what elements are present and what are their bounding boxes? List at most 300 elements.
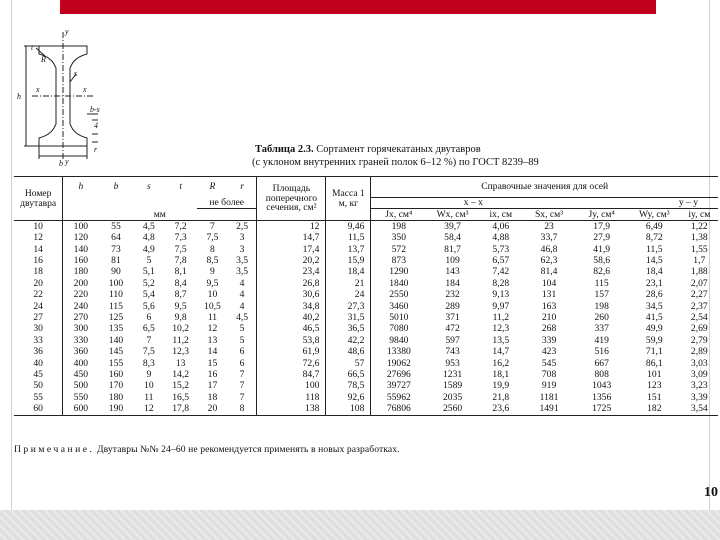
cell-Jy: 516 [594, 346, 609, 358]
cell-Wx: 232 [445, 289, 460, 301]
cell-mass: 21 [326, 278, 371, 289]
cell-number: 12 [14, 232, 63, 243]
cell-ix: 21,8 [492, 391, 510, 403]
cell-Sx: 210 [541, 312, 557, 324]
cell-Wx: 953 [445, 357, 460, 369]
cell-s: 4,5 [142, 220, 155, 232]
cell-t: 12,3 [172, 346, 190, 358]
cell-Wy: 71,1 [645, 346, 663, 358]
cell-Jy: 157 [594, 289, 609, 301]
cell-area: 46,5 [257, 324, 326, 335]
table-title [255, 144, 481, 155]
cell-number: 24 [14, 301, 63, 312]
cell-Sx: 46,8 [540, 243, 558, 255]
cell-number: 22 [14, 289, 63, 300]
diagram-label-bs: b-s [90, 105, 100, 114]
diagram-label-r: r [94, 145, 98, 154]
cell-mass: 31,5 [326, 312, 371, 323]
cell-Wy: 123 [647, 380, 662, 392]
table-title-label: Таблица 2.3. [255, 144, 314, 155]
cell-area: 118 [257, 392, 326, 403]
cell-area: 84,7 [257, 369, 326, 380]
cell-t: 7,8 [174, 255, 187, 267]
cell-Jx: 7080 [389, 323, 409, 335]
cell-ix: 23,6 [479, 403, 523, 415]
cell-number: 33 [14, 335, 63, 346]
diagram-label-R: R [41, 55, 46, 64]
cell-iy: 2,54 [690, 312, 708, 324]
cell-s: 5,4 [142, 289, 155, 301]
diagram-label-y-bottom: y [65, 157, 69, 166]
header-Wy: Wy, см³ [628, 209, 681, 221]
cell-t: 11,2 [172, 334, 189, 346]
cell-s: 8,3 [142, 357, 155, 369]
cell-Wy: 23,1 [645, 277, 663, 289]
cell-r: 3 [228, 244, 257, 255]
cell-r: 3,5 [228, 255, 257, 266]
header-b: b [113, 181, 119, 193]
cell-number: 20 [14, 278, 63, 289]
cell-iy: 3,03 [690, 357, 708, 369]
header-xx: x – x [371, 198, 575, 209]
cell-t: 7,3 [174, 232, 187, 244]
cell-ix: 7,42 [492, 266, 510, 278]
cell-Wx: 371 [445, 312, 460, 324]
cell-number: 14 [14, 244, 63, 255]
cell-number: 45 [14, 369, 63, 380]
diagram-label-b: b [59, 159, 63, 166]
cell-Wx: 58,4 [444, 232, 461, 244]
cell-Jy: 667 [594, 357, 609, 369]
header-number: Номер двутавра [14, 177, 63, 221]
cell-Jx: 5010 [389, 312, 409, 324]
table-row [14, 244, 718, 255]
cell-mass: 9,46 [326, 221, 371, 233]
cell-h: 100 [73, 220, 89, 232]
cell-b: 180 [108, 391, 124, 403]
cell-number: 27 [14, 312, 63, 323]
cell-mass: 36,5 [326, 324, 371, 335]
cell-Jy: 1725 [575, 403, 628, 415]
cell-r: 4 [228, 278, 257, 289]
cell-Sx: 708 [541, 368, 557, 380]
cell-r: 7 [228, 380, 257, 391]
cell-Wx: 1589 [442, 380, 463, 392]
cell-iy: 3,09 [690, 368, 708, 380]
cell-h: 450 [73, 368, 89, 380]
cell-s: 12 [134, 403, 165, 415]
cell-area: 61,9 [257, 346, 326, 357]
cell-area: 53,8 [257, 335, 326, 346]
cell-r: 7 [228, 369, 257, 380]
cell-mass: 92,6 [326, 392, 371, 403]
cell-number: 40 [14, 358, 63, 369]
cell-Wy: 28,6 [645, 289, 663, 301]
cell-R: 8 [210, 243, 215, 255]
cell-iy: 3,23 [690, 380, 708, 392]
cell-Wx: 2560 [426, 403, 479, 415]
cell-Jx: 2550 [389, 289, 409, 301]
cell-h: 330 [73, 334, 89, 346]
cell-h: 200 [73, 277, 89, 289]
table-row [14, 267, 718, 278]
cell-R: 14 [207, 346, 218, 358]
cell-iy: 2,89 [690, 346, 708, 358]
cell-Sx: 62,3 [540, 255, 558, 267]
cell-Wy: 18,4 [645, 266, 663, 278]
cell-R: 16 [207, 368, 218, 380]
cell-t: 13 [175, 357, 186, 369]
cell-b: 55 [111, 220, 121, 232]
cell-Jx: 9840 [389, 334, 409, 346]
cell-Wx: 2035 [442, 391, 463, 403]
diagram-label-t: t [31, 43, 34, 52]
header-reference: Справочные значения для осей [371, 177, 718, 198]
header-yy: y – y [575, 198, 718, 209]
cell-area: 17,4 [257, 244, 326, 255]
cell-Jx: 55962 [386, 391, 411, 403]
cell-R: 12 [207, 323, 218, 335]
cell-mass: 18,4 [326, 267, 371, 278]
cell-number: 18 [14, 267, 63, 278]
cell-s: 6 [146, 312, 152, 324]
cell-h: 160 [73, 255, 89, 267]
cell-Jx: 1290 [389, 266, 409, 278]
cell-area: 100 [257, 380, 326, 391]
table-row [14, 312, 718, 323]
note-text: Двутавры №№ 24–60 не рекомендуется применять в новых разработках. [94, 444, 400, 455]
cell-Jy: 115 [594, 277, 609, 289]
cell-s: 6,5 [142, 323, 155, 335]
cell-Sx: 339 [541, 334, 557, 346]
header-ix: ix, см [479, 209, 523, 221]
cell-mass: 108 [326, 403, 371, 415]
cell-b: 155 [108, 357, 124, 369]
table-row [14, 346, 718, 357]
cell-b: 135 [108, 323, 124, 335]
cell-Jx: 198 [391, 220, 406, 232]
cell-Jx: 350 [391, 232, 406, 244]
cell-Wx: 289 [445, 300, 460, 312]
cell-t: 15,2 [172, 380, 190, 392]
cell-R: 10,5 [204, 300, 221, 312]
cell-ix: 14,7 [492, 346, 510, 358]
cell-r: 6 [228, 346, 257, 357]
cell-Sx: 131 [541, 289, 557, 301]
cell-Jy: 419 [594, 334, 609, 346]
cell-Wx: 472 [445, 323, 460, 335]
cell-area: 26,8 [257, 278, 326, 289]
cell-iy: 1,7 [693, 255, 706, 267]
i-beam-diagram [14, 24, 104, 166]
cell-h: 140 [73, 243, 89, 255]
cell-Jy: 27,9 [593, 232, 611, 244]
cell-Jy: 41,9 [593, 243, 611, 255]
cell-s: 4,9 [142, 243, 155, 255]
table-body [14, 221, 718, 416]
cell-Jy: 82,6 [593, 266, 611, 278]
cell-number: 36 [14, 346, 63, 357]
cell-number: 10 [14, 221, 63, 233]
cell-Sx: 1181 [539, 391, 559, 403]
cell-s: 10 [144, 380, 154, 392]
cell-Wx: 109 [445, 255, 460, 267]
cell-r: 5 [228, 335, 257, 346]
cell-ix: 9,13 [492, 289, 510, 301]
cell-Wy: 14,5 [645, 255, 663, 267]
cell-Sx: 163 [541, 300, 557, 312]
cell-mass: 11,5 [326, 232, 371, 243]
table-row [14, 335, 718, 346]
cell-ix: 16,2 [492, 357, 510, 369]
header-Wx: Wx, см³ [426, 209, 479, 221]
cell-mass: 57 [326, 358, 371, 369]
cell-t: 10,2 [172, 323, 190, 335]
cell-Jx: 572 [391, 243, 406, 255]
cell-ix: 19,9 [492, 380, 510, 392]
cell-h: 600 [63, 403, 99, 415]
header-mass: Масса 1 м, кг [326, 177, 371, 221]
cell-s: 5,1 [142, 266, 155, 278]
cell-t: 7,2 [174, 220, 187, 232]
cell-Wx: 39,7 [444, 220, 461, 232]
cell-b: 115 [108, 300, 123, 312]
table-row [14, 255, 718, 266]
cell-t: 9,8 [174, 312, 187, 324]
cell-t: 14,2 [172, 368, 190, 380]
table-row [14, 369, 718, 380]
cell-r: 6 [228, 358, 257, 369]
header-mm: мм [63, 209, 257, 221]
cell-h: 300 [73, 323, 89, 335]
diagram-label-x-right: x [83, 85, 87, 94]
header-s: s [146, 181, 151, 193]
cell-b: 160 [108, 368, 124, 380]
cell-Jy: 260 [594, 312, 609, 324]
table-row [14, 358, 718, 369]
cell-s: 5,6 [142, 300, 155, 312]
cell-t: 9,5 [174, 300, 187, 312]
header-iy: iy, см [681, 209, 718, 221]
cell-R: 17 [207, 380, 218, 392]
cell-Sx: 104 [541, 277, 557, 289]
cell-ix: 6,57 [492, 255, 510, 267]
cell-ix: 12,3 [492, 323, 510, 335]
cell-h: 360 [73, 346, 89, 358]
cell-iy: 2,37 [690, 300, 708, 312]
cell-t: 7,5 [174, 243, 187, 255]
header-r: r [240, 181, 244, 193]
cell-b: 110 [108, 289, 123, 301]
cell-number: 50 [14, 380, 63, 391]
cell-mass: 66,5 [326, 369, 371, 380]
cell-b: 140 [108, 334, 124, 346]
cell-area: 72,6 [257, 358, 326, 369]
cell-b: 145 [108, 346, 124, 358]
cell-ix: 9,97 [492, 300, 510, 312]
cell-b: 64 [111, 232, 121, 244]
table-title-text: Сортамент горячекатаных двутавров [313, 144, 481, 155]
cell-Sx: 33,7 [540, 232, 558, 244]
cell-iy: 2,79 [690, 334, 708, 346]
diagram-label-s: s [74, 69, 78, 78]
cell-area: 34,8 [257, 301, 326, 312]
cell-Jy: 1356 [592, 391, 612, 403]
footer-pattern [0, 510, 720, 540]
cell-iy: 3,39 [690, 391, 708, 403]
cell-h: 400 [73, 357, 89, 369]
cell-Sx: 545 [541, 357, 557, 369]
table-row [14, 380, 718, 391]
cell-number: 55 [14, 392, 63, 403]
cell-iy: 2,69 [690, 323, 708, 335]
cell-number: 30 [14, 324, 63, 335]
cell-R: 13 [207, 334, 218, 346]
cell-Wx: 1231 [442, 368, 463, 380]
cell-s: 5,2 [142, 277, 155, 289]
cell-area: 138 [257, 403, 326, 415]
diagram-label-h: h [17, 92, 21, 101]
cell-Wx: 81,7 [444, 243, 461, 255]
table-subtitle: (с уклоном внутренних граней полок 6–12 %) по ГОСТ 8239–89 [252, 157, 539, 168]
cell-Sx: 81,4 [540, 266, 558, 278]
cell-r: 4 [228, 301, 257, 312]
cell-iy: 1,55 [690, 243, 708, 255]
top-accent-bar [60, 0, 656, 14]
cell-mass: 78,5 [326, 380, 371, 391]
cell-R: 8,5 [206, 255, 219, 267]
header-Sx: Sx, см³ [523, 209, 576, 221]
cell-b: 90 [111, 266, 121, 278]
page-number: 10 [704, 485, 718, 500]
cell-t: 8,4 [174, 277, 187, 289]
header-t: t [179, 181, 182, 193]
cell-Jx: 19062 [386, 357, 411, 369]
cell-Sx: 1491 [523, 403, 576, 415]
cell-area: 20,2 [257, 255, 326, 266]
i-beam-table [14, 176, 718, 416]
cell-s: 11 [144, 391, 154, 403]
cell-R: 20 [197, 403, 228, 415]
cell-r: 8 [228, 403, 257, 415]
cell-mass: 13,7 [326, 244, 371, 255]
cell-r: 4 [228, 289, 257, 300]
cell-mass: 27,3 [326, 301, 371, 312]
cell-Sx: 268 [541, 323, 557, 335]
cell-t: 8,1 [174, 266, 187, 278]
cell-Wx: 143 [445, 266, 460, 278]
cell-h: 550 [73, 391, 89, 403]
cell-R: 7,5 [206, 232, 219, 244]
cell-mass: 48,6 [326, 346, 371, 357]
cell-mass: 15,9 [326, 255, 371, 266]
cell-iy: 1,88 [690, 266, 708, 278]
cell-R: 7 [210, 220, 215, 232]
cell-Wy: 8,72 [645, 232, 663, 244]
table-row [14, 392, 718, 403]
header-ne-bolee: не более [197, 198, 257, 209]
cell-number: 60 [14, 403, 63, 415]
cell-Wy: 11,5 [646, 243, 663, 255]
cell-iy: 3,54 [681, 403, 718, 415]
table-row [14, 301, 718, 312]
cell-Jx: 76806 [371, 403, 426, 415]
cell-Jx: 1840 [389, 277, 409, 289]
cell-area: 40,2 [257, 312, 326, 323]
cell-Wy: 59,9 [645, 334, 663, 346]
cell-b: 170 [108, 380, 124, 392]
cell-area: 12 [257, 221, 326, 233]
cell-area: 30,6 [257, 289, 326, 300]
header-R: R [209, 181, 216, 193]
cell-Jy: 808 [594, 368, 609, 380]
cell-iy: 1,22 [690, 220, 708, 232]
cell-area: 23,4 [257, 267, 326, 278]
left-margin-line [11, 0, 12, 510]
header-Jy: Jy, см⁴ [575, 209, 628, 221]
cell-Wx: 184 [445, 277, 460, 289]
cell-b: 125 [108, 312, 124, 324]
header-area: Площадь поперечного сечения, см² [257, 177, 326, 221]
cell-r: 3,5 [228, 267, 257, 278]
cell-h: 120 [73, 232, 89, 244]
cell-Jy: 17,9 [593, 220, 611, 232]
cell-Wx: 743 [445, 346, 460, 358]
table-row [14, 221, 718, 233]
cell-R: 11 [207, 312, 218, 324]
cell-r: 7 [228, 392, 257, 403]
cell-Jx: 27696 [386, 368, 411, 380]
cell-t: 8,7 [174, 289, 187, 301]
cell-Wy: 6,49 [645, 220, 663, 232]
cell-t: 17,8 [164, 403, 197, 415]
cell-ix: 8,28 [492, 277, 510, 289]
cell-iy: 2,27 [690, 289, 708, 301]
cell-Sx: 919 [541, 380, 557, 392]
diagram-label-x-left: x [36, 85, 40, 94]
table-row [14, 403, 718, 415]
cell-h: 220 [73, 289, 89, 301]
cell-Wy: 151 [647, 391, 662, 403]
cell-r: 3 [228, 232, 257, 243]
cell-s: 4,8 [142, 232, 155, 244]
cell-s: 7 [146, 334, 152, 346]
cell-R: 18 [207, 391, 218, 403]
cell-Jy: 337 [594, 323, 609, 335]
cell-number: 16 [14, 255, 63, 266]
cell-Jy: 198 [594, 300, 609, 312]
cell-Wy: 182 [628, 403, 681, 415]
cell-b: 190 [98, 403, 133, 415]
diagram-label-4: 4 [94, 121, 98, 130]
table-note [14, 444, 400, 455]
cell-mass: 42,2 [326, 335, 371, 346]
cell-ix: 13,5 [492, 334, 510, 346]
cell-h: 270 [73, 312, 89, 324]
cell-h: 500 [73, 380, 89, 392]
cell-r: 4,5 [228, 312, 257, 323]
cell-Jx: 3460 [389, 300, 409, 312]
table-row [14, 278, 718, 289]
cell-s: 9 [146, 368, 152, 380]
cell-Jx: 39727 [386, 380, 411, 392]
cell-ix: 4,88 [492, 232, 510, 244]
cell-area: 14,7 [257, 232, 326, 243]
cell-Wy: 41,5 [645, 312, 663, 324]
cell-b: 81 [111, 255, 121, 267]
cell-ix: 11,2 [492, 312, 510, 324]
cell-ix: 5,73 [492, 243, 510, 255]
